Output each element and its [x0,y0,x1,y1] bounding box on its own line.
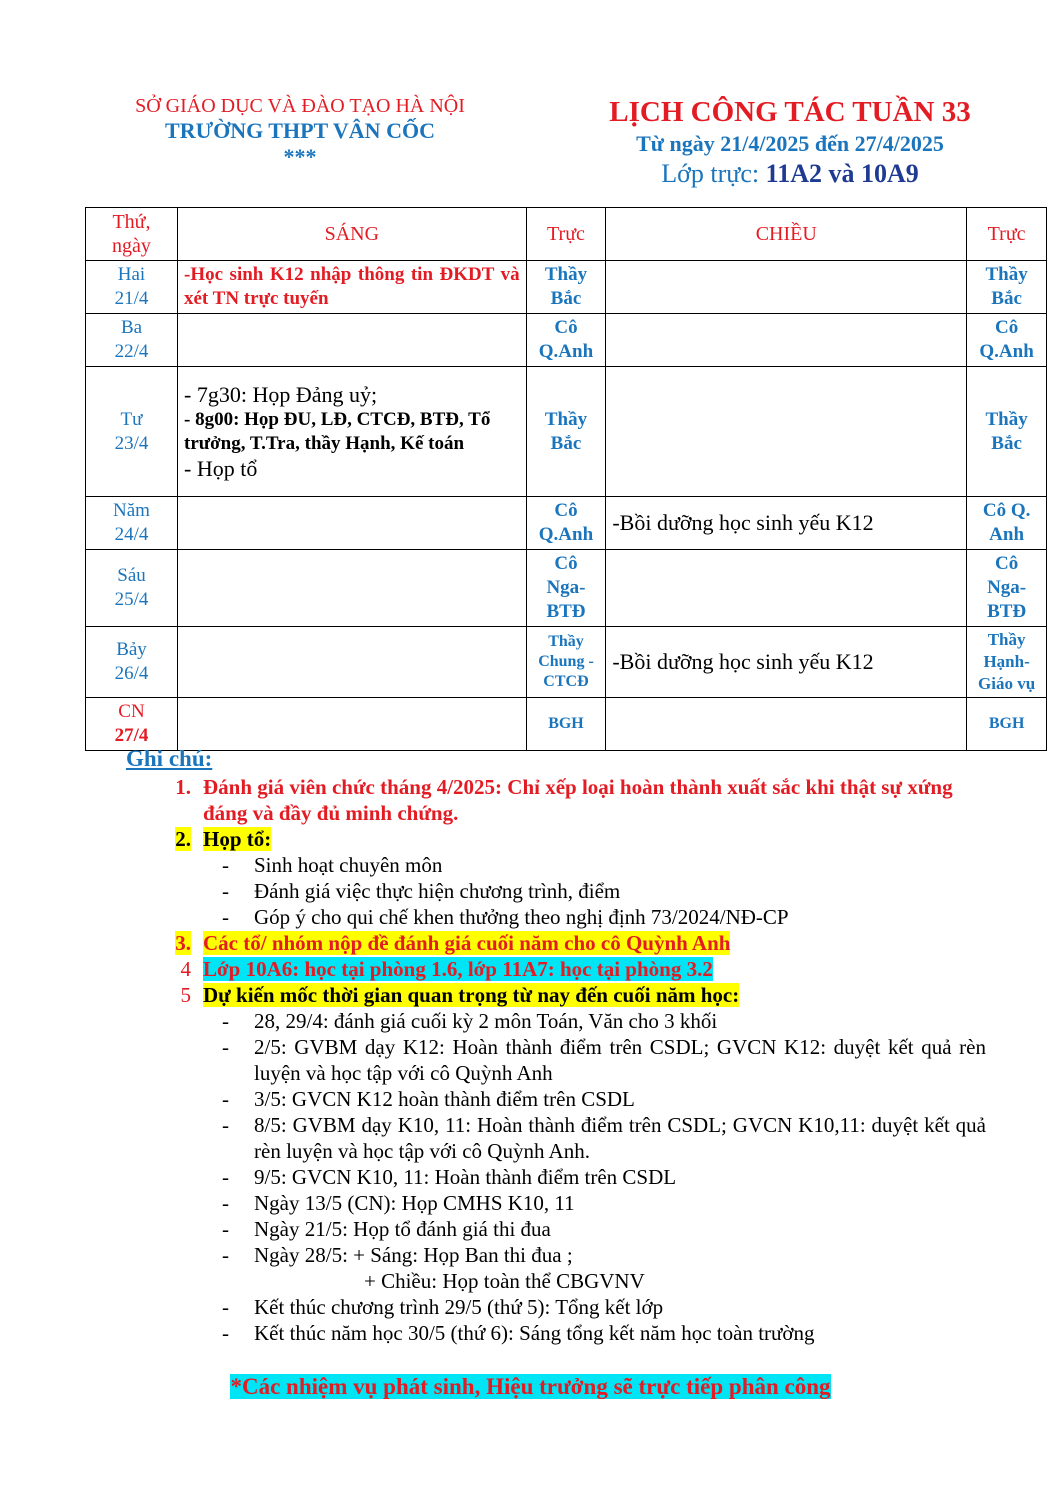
table-row [86,367,1047,497]
note-number: 2. [175,827,191,851]
afternoon-cell [606,497,967,550]
note-text: Các tổ/ nhóm nộp đề đánh giá cuối năm cho cô Quỳnh Anh [203,931,731,955]
decorative-stars: *** [283,144,317,169]
day-date: 22/4 [114,341,149,362]
note-number: 3. [175,931,191,955]
afternoon-task: -Bồi dưỡng học sinh yếu K12 [612,510,874,535]
am-duty-cell: Thầy Bắc [526,261,606,314]
day-date: 24/4 [114,524,149,545]
list-item: - 2/5: GVBM dạy K12: Hoàn thành điểm trên CSDL; GVCN K12: duyệt kết quả rèn luyện và học tập với cô Quỳnh Anh [222,1035,986,1085]
am-duty-cell: Thầy Chung -CTCĐ [526,627,606,698]
morning-cell [178,497,527,550]
list-item: - Đánh giá việc thực hiện chương trình, điểm [222,879,621,903]
pm-duty-cell: Thầy Bắc [967,261,1047,314]
day-name: Sáu [117,565,146,586]
day-cell [86,497,178,550]
day-cell [86,627,178,698]
morning-cell [178,550,527,627]
note-text: Dự kiến mốc thời gian quan trọng từ nay đến cuối năm học: [203,983,740,1007]
list-item: - Sinh hoạt chuyên môn [222,853,443,877]
note-item [126,774,986,826]
morning-cell [178,698,527,751]
header-day: Thứ, ngày [86,208,178,261]
date-range: Từ ngày 21/4/2025 đến 27/4/2025 [636,131,944,156]
notes-title: Ghi chú: [126,746,213,771]
day-name: Bảy [116,639,147,660]
morning-task: - 8g00: Họp ĐU, LĐ, CTCĐ, BTĐ, Tổ trưởng, T.Tra, thầy Hạnh, Kế toán [184,408,491,454]
duty-classes [590,158,990,190]
am-duty-cell: Cô Q.Anh [526,314,606,367]
pm-duty-cell: Cô Nga-BTĐ [967,550,1047,627]
morning-cell [178,261,527,314]
afternoon-cell [606,550,967,627]
afternoon-cell [606,367,967,497]
footer-note: *Các nhiệm vụ phát sinh, Hiệu trưởng sẽ trực tiếp phân công [230,1374,831,1399]
list-item: - Góp ý cho qui chế khen thưởng theo nghị định 73/2024/NĐ-CP [222,905,789,929]
list-item: - Ngày 28/5: + Sáng: Họp Ban thi đua ; [222,1243,573,1267]
note-item [126,956,986,982]
note-number: 4 [180,957,191,981]
header-left [100,94,500,170]
afternoon-cell [606,698,967,751]
day-cell [86,314,178,367]
list-item: + Chiều: Họp toàn thể CBGVNV [364,1269,645,1293]
day-name: CN [118,701,145,722]
pm-duty-cell: Thầy Bắc [967,367,1047,497]
morning-task: - Họp tổ [184,455,258,481]
afternoon-task: -Bồi dưỡng học sinh yếu K12 [612,649,874,674]
day-name: Tư [120,408,143,430]
table-row [86,314,1047,367]
pm-duty-cell: Thầy Hạnh-Giáo vụ [967,627,1047,698]
duty-class-value: 11A2 và 10A9 [765,159,919,188]
am-duty-cell: Cô Q.Anh [526,497,606,550]
list-item: - 3/5: GVCN K12 hoàn thành điểm trên CSDL [222,1087,635,1111]
morning-task: -Học sinh K12 nhập thông tin ĐKDT và xét TN trực tuyến [184,264,520,309]
note-item [126,930,986,956]
note-item [126,826,986,852]
note-text: Họp tổ: [203,827,272,851]
duty-label: Lớp trực: [661,159,766,188]
note-text: Đánh giá viên chức tháng 4/2025: Chỉ xếp loại hoàn thành xuất sắc khi thật sự xứng đáng và đầy đủ minh chứng. [203,775,953,825]
am-duty-cell: Cô Nga-BTĐ [526,550,606,627]
morning-cell [178,627,527,698]
department-name: SỞ GIÁO DỤC VÀ ĐÀO TẠO HÀ NỘI [135,95,465,117]
header-morning: SÁNG [178,208,527,261]
note-number: 1. [175,775,191,799]
table-row [86,550,1047,627]
am-duty-cell: Thầy Bắc [526,367,606,497]
morning-task: - 7g30: Họp Đảng uỷ; [184,381,378,407]
pm-duty-cell: Cô Q. Anh [967,497,1047,550]
table-row [86,497,1047,550]
header-afternoon: CHIỀU [606,208,967,261]
table-header-row [86,208,1047,261]
list-item: - 8/5: GVBM dạy K10, 11: Hoàn thành điểm trên CSDL; GVCN K10,11: duyệt kết quả rèn luyện và học tập với cô Quỳnh Anh. [222,1113,986,1163]
header-am-duty: Trực [526,208,606,261]
day-date: 25/4 [114,589,149,610]
afternoon-cell [606,627,967,698]
morning-cell [178,367,527,497]
pm-duty-cell: BGH [967,698,1047,751]
list-item: - Ngày 21/5: Họp tổ đánh giá thi đua [222,1217,551,1241]
notes-section [126,746,986,1346]
day-name: Hai [117,264,146,285]
day-date: 27/4 [114,725,149,746]
list-item: - 9/5: GVCN K10, 11: Hoàn thành điểm trên CSDL [222,1165,677,1189]
table-row [86,261,1047,314]
pm-duty-cell: Cô Q.Anh [967,314,1047,367]
day-date: 23/4 [114,432,149,454]
day-cell [86,261,178,314]
am-duty-cell: BGH [526,698,606,751]
list-item: - 28, 29/4: đánh giá cuối kỳ 2 môn Toán, Văn cho 3 khối [222,1009,718,1033]
day-cell [86,550,178,627]
note-item [126,982,986,1008]
morning-cell [178,314,527,367]
day-name: Năm [113,500,150,521]
note-number: 5 [180,983,191,1007]
day-date: 26/4 [114,663,149,684]
table-row [86,698,1047,751]
afternoon-cell [606,261,967,314]
day-name: Ba [120,317,143,338]
list-item: - Kết thúc chương trình 29/5 (thứ 5): Tổng kết lớp [222,1295,664,1319]
page-title: LỊCH CÔNG TÁC TUẦN 33 [609,96,971,128]
note-text: Lớp 10A6: học tại phòng 1.6, lớp 11A7: học tại phòng 3.2 [203,957,713,981]
day-date: 21/4 [114,288,149,309]
day-cell [86,367,178,497]
school-name: TRƯỜNG THPT VÂN CỐC [165,118,435,143]
list-item: - Ngày 13/5 (CN): Họp CMHS K10, 11 [222,1191,575,1215]
day-cell [86,698,178,751]
afternoon-cell [606,314,967,367]
header-right [590,94,990,190]
schedule-table [85,207,1047,751]
header-pm-duty: Trực [967,208,1047,261]
table-row [86,627,1047,698]
list-item: - Kết thúc năm học 30/5 (thứ 6): Sáng tổng kết năm học toàn trường [222,1321,815,1345]
